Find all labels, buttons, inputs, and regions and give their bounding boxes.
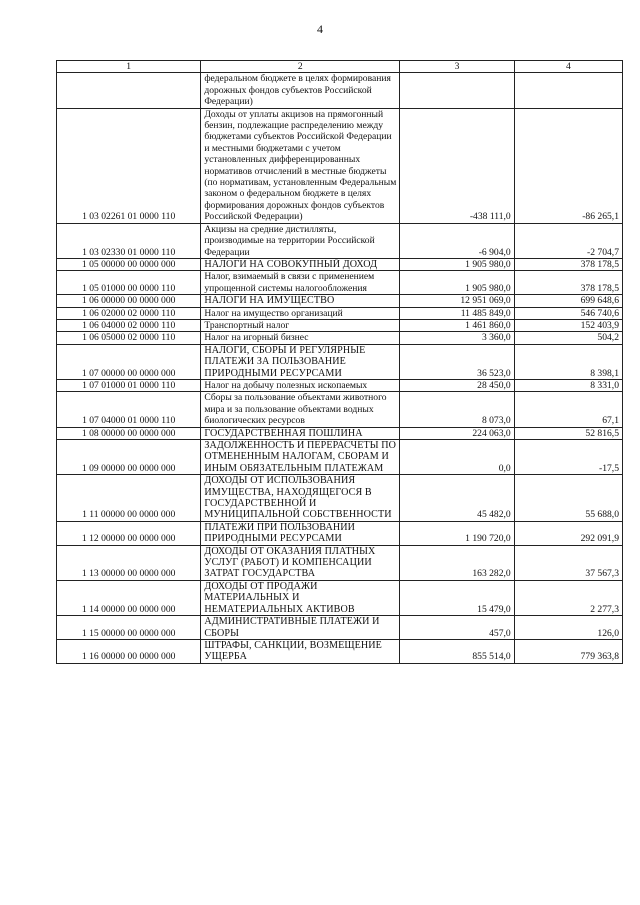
row-value-col4: 378 178,5: [514, 258, 622, 270]
row-name: Налог, взимаемый в связи с применением упрощенной системы налогообложения: [201, 271, 400, 295]
row-name: ЗАДОЛЖЕННОСТЬ И ПЕРЕРАСЧЕТЫ ПО ОТМЕНЕННЫМ НАЛОГАМ, СБОРАМ И ИНЫМ ОБЯЗАТЕЛЬНЫМ ПЛАТЕЖАМ: [201, 440, 400, 475]
row-value-col4: 2 277,3: [514, 580, 622, 615]
table-row: [57, 639, 623, 663]
row-code: 1 06 04000 02 0000 110: [57, 319, 201, 331]
row-name: ГОСУДАРСТВЕННАЯ ПОШЛИНА: [201, 427, 400, 439]
row-value-col3: 12 951 069,0: [400, 295, 514, 307]
row-value-col4: 292 091,9: [514, 521, 622, 545]
row-value-col3: 855 514,0: [400, 639, 514, 663]
row-value-col4: [514, 73, 622, 108]
row-value-col3: 224 063,0: [400, 427, 514, 439]
row-value-col4: 52 816,5: [514, 427, 622, 439]
table-row: [57, 580, 623, 615]
row-name: НАЛОГИ, СБОРЫ И РЕГУЛЯРНЫЕ ПЛАТЕЖИ ЗА ПОЛЬЗОВАНИЕ ПРИРОДНЫМИ РЕСУРСАМИ: [201, 344, 400, 379]
row-code: [57, 73, 201, 108]
row-value-col4: 699 648,6: [514, 295, 622, 307]
table-row: [57, 332, 623, 344]
row-value-col3: 0,0: [400, 440, 514, 475]
row-code: 1 06 02000 02 0000 110: [57, 307, 201, 319]
row-name: ШТРАФЫ, САНКЦИИ, ВОЗМЕЩЕНИЕ УЩЕРБА: [201, 639, 400, 663]
row-code: 1 07 04000 01 0000 110: [57, 392, 201, 427]
row-value-col3: 36 523,0: [400, 344, 514, 379]
row-value-col4: -17,5: [514, 440, 622, 475]
table-row: [57, 379, 623, 391]
table-row: [57, 73, 623, 108]
table-row: [57, 521, 623, 545]
row-value-col3: 163 282,0: [400, 545, 514, 580]
row-value-col4: 779 363,8: [514, 639, 622, 663]
table-row: [57, 616, 623, 640]
row-value-col3: 15 479,0: [400, 580, 514, 615]
row-value-col4: 37 567,3: [514, 545, 622, 580]
row-name: Транспортный налог: [201, 319, 400, 331]
row-value-col4: 378 178,5: [514, 271, 622, 295]
row-value-col4: 55 688,0: [514, 475, 622, 522]
table-row: [57, 319, 623, 331]
row-name: АДМИНИСТРАТИВНЫЕ ПЛАТЕЖИ И СБОРЫ: [201, 616, 400, 640]
row-value-col3: -438 111,0: [400, 108, 514, 223]
table-row: [57, 427, 623, 439]
row-name: Налог на добычу полезных ископаемых: [201, 379, 400, 391]
page-number: 4: [317, 22, 323, 36]
row-value-col4: 8 331,0: [514, 379, 622, 391]
table-row: [57, 392, 623, 427]
row-code: 1 05 00000 00 0000 000: [57, 258, 201, 270]
row-value-col4: -86 265,1: [514, 108, 622, 223]
revenue-table: [56, 60, 623, 664]
row-value-col3: -6 904,0: [400, 223, 514, 258]
table-row: [57, 440, 623, 475]
column-number: 2: [201, 61, 400, 73]
row-name: ДОХОДЫ ОТ ОКАЗАНИЯ ПЛАТНЫХ УСЛУГ (РАБОТ) И КОМПЕНСАЦИИ ЗАТРАТ ГОСУДАРСТВА: [201, 545, 400, 580]
row-name: ДОХОДЫ ОТ ИСПОЛЬЗОВАНИЯ ИМУЩЕСТВА, НАХОДЯЩЕГОСЯ В ГОСУДАРСТВЕННОЙ И МУНИЦИПАЛЬНОЙ СОБСТВЕННОСТИ: [201, 475, 400, 522]
row-value-col3: 45 482,0: [400, 475, 514, 522]
row-value-col3: [400, 73, 514, 108]
row-code: 1 13 00000 00 0000 000: [57, 545, 201, 580]
table-row: [57, 271, 623, 295]
row-value-col3: 1 190 720,0: [400, 521, 514, 545]
row-value-col3: 1 461 860,0: [400, 319, 514, 331]
row-name: ПЛАТЕЖИ ПРИ ПОЛЬЗОВАНИИ ПРИРОДНЫМИ РЕСУРСАМИ: [201, 521, 400, 545]
row-value-col4: 152 403,9: [514, 319, 622, 331]
row-name: Акцизы на средние дистилляты, производимые на территории Российской Федерации: [201, 223, 400, 258]
row-value-col4: -2 704,7: [514, 223, 622, 258]
row-value-col3: 1 905 980,0: [400, 271, 514, 295]
row-name: НАЛОГИ НА СОВОКУПНЫЙ ДОХОД: [201, 258, 400, 270]
row-value-col4: 126,0: [514, 616, 622, 640]
row-code: 1 09 00000 00 0000 000: [57, 440, 201, 475]
row-value-col3: 8 073,0: [400, 392, 514, 427]
row-code: 1 14 00000 00 0000 000: [57, 580, 201, 615]
revenue-rows: [57, 73, 623, 663]
row-code: 1 15 00000 00 0000 000: [57, 616, 201, 640]
row-value-col4: 67,1: [514, 392, 622, 427]
row-code: 1 05 01000 00 0000 110: [57, 271, 201, 295]
column-number: 1: [57, 61, 201, 73]
table-row: [57, 344, 623, 379]
row-name: Налог на имущество организаций: [201, 307, 400, 319]
column-number-row: [57, 61, 623, 73]
row-code: 1 03 02330 01 0000 110: [57, 223, 201, 258]
row-value-col3: 28 450,0: [400, 379, 514, 391]
row-code: 1 07 01000 01 0000 110: [57, 379, 201, 391]
row-code: 1 12 00000 00 0000 000: [57, 521, 201, 545]
row-value-col4: 504,2: [514, 332, 622, 344]
column-number: 3: [400, 61, 514, 73]
table-row: [57, 258, 623, 270]
table-row: [57, 475, 623, 522]
row-code: 1 06 05000 02 0000 110: [57, 332, 201, 344]
row-code: 1 08 00000 00 0000 000: [57, 427, 201, 439]
row-code: 1 06 00000 00 0000 000: [57, 295, 201, 307]
table-row: [57, 545, 623, 580]
row-name: федеральном бюджете в целях формирования дорожных фондов субъектов Российской Федерации): [201, 73, 400, 108]
row-code: 1 16 00000 00 0000 000: [57, 639, 201, 663]
row-name: НАЛОГИ НА ИМУЩЕСТВО: [201, 295, 400, 307]
row-name: Доходы от уплаты акцизов на прямогонный бензин, подлежащие распределению между бюджетами субъектов Российской Федерации и местными бюджетами с учетом установленных дифференцированных нормативов отчислений в местные бюджеты (по нормативам, установленным Федеральным законом о федеральном бюджете в целях формирования дорожных фондов субъектов Российской Федерации): [201, 108, 400, 223]
table-row: [57, 307, 623, 319]
row-code: 1 11 00000 00 0000 000: [57, 475, 201, 522]
row-value-col3: 3 360,0: [400, 332, 514, 344]
row-name: Налог на игорный бизнес: [201, 332, 400, 344]
column-number: 4: [514, 61, 622, 73]
row-name: ДОХОДЫ ОТ ПРОДАЖИ МАТЕРИАЛЬНЫХ И НЕМАТЕРИАЛЬНЫХ АКТИВОВ: [201, 580, 400, 615]
table-row: [57, 295, 623, 307]
row-value-col3: 457,0: [400, 616, 514, 640]
row-name: Сборы за пользование объектами животного мира и за пользование объектами водных биологических ресурсов: [201, 392, 400, 427]
table-row: [57, 223, 623, 258]
table-row: [57, 108, 623, 223]
row-value-col4: 8 398,1: [514, 344, 622, 379]
row-code: 1 03 02261 01 0000 110: [57, 108, 201, 223]
row-value-col4: 546 740,6: [514, 307, 622, 319]
row-code: 1 07 00000 00 0000 000: [57, 344, 201, 379]
row-value-col3: 1 905 980,0: [400, 258, 514, 270]
row-value-col3: 11 485 849,0: [400, 307, 514, 319]
